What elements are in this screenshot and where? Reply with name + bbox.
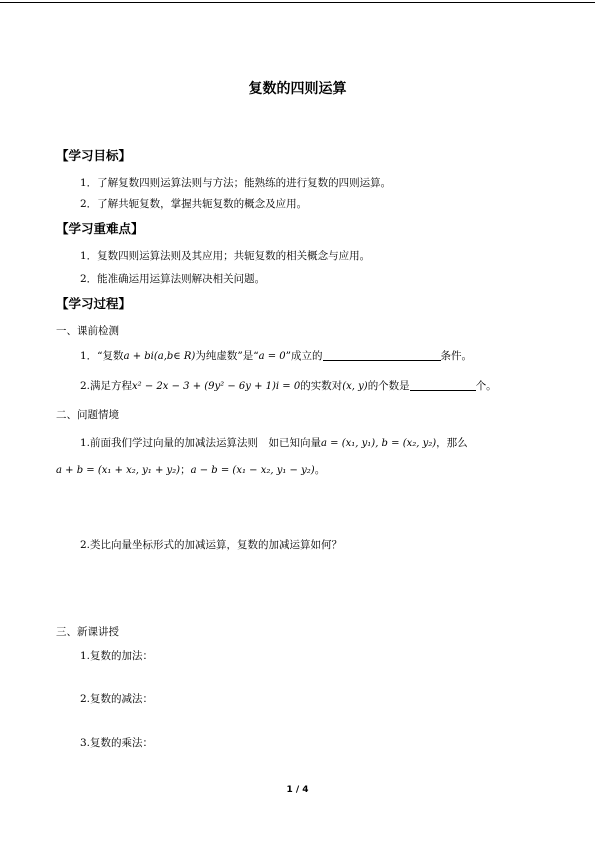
situation-question-2: 2.类比向量坐标形式的加减运算，复数的加减运算如何？ <box>80 539 343 551</box>
lesson-item-addition: 1.复数的加法： <box>80 650 154 662</box>
lesson-item-multiplication: 3.复数的乘法： <box>80 737 154 749</box>
q2-prefix: 2.满足方程 <box>80 380 133 392</box>
q1-end: 条件。 <box>440 350 473 362</box>
page-title: 复数的四则运算 <box>248 81 347 97</box>
q1-math-condition: a = 0 <box>258 351 286 362</box>
q2-math-equation: x² − 2x − 3 + (9y² − 6y + 1)i = 0 <box>132 381 301 392</box>
vector-sum-math: a + b = (x₁ + x₂, y₁ + y₂) <box>56 465 181 476</box>
vector-end: 。 <box>314 464 326 476</box>
key-point-item-2: 2．能准确运用运算法则解决相关问题。 <box>80 273 266 285</box>
q2-math-pair: (x, y) <box>342 381 368 392</box>
q1-middle: 为纯虚数”是“ <box>195 350 259 362</box>
process-heading: 【学习过程】 <box>56 296 132 311</box>
q1-answer-blank[interactable] <box>323 349 441 361</box>
q1-prefix: 1．“复数 <box>80 350 124 362</box>
q2-suffix: 的个数是 <box>367 380 410 392</box>
q1-suffix: ”成立的 <box>285 350 323 362</box>
situation-question-1-line-2 <box>56 462 325 477</box>
section-1-label: 一、课前检测 <box>56 325 119 337</box>
vector-difference-math: a − b = (x₁ − x₂, y₁ − y₂) <box>190 465 315 476</box>
header-rule <box>0 2 595 3</box>
page-number: 1 / 4 <box>286 785 309 795</box>
pre-test-question-1 <box>80 348 472 363</box>
goal-item-1: 1．了解复数四则运算法则与方法；能熟练的进行复数的四则运算。 <box>80 177 392 189</box>
situation-q1-suffix: ，那么 <box>436 437 468 449</box>
key-points-heading: 【学习重难点】 <box>56 221 144 236</box>
goal-item-2: 2．了解共轭复数，掌握共轭复数的概念及应用。 <box>80 198 308 210</box>
section-2-label: 二、问题情境 <box>56 409 119 421</box>
situation-question-1-line-1 <box>80 435 468 450</box>
goals-heading: 【学习目标】 <box>56 148 132 163</box>
pre-test-question-2 <box>80 378 497 393</box>
lesson-item-subtraction: 2.复数的减法： <box>80 693 154 705</box>
section-3-label: 三、新课讲授 <box>56 626 119 638</box>
situation-q1-prefix: 1.前面我们学过向量的加减法运算法则 如已知向量 <box>80 437 322 449</box>
key-point-item-1: 1．复数四则运算法则及其应用；共轭复数的相关概念与应用。 <box>80 250 371 262</box>
vector-separator: ； <box>180 464 191 476</box>
q1-math-complex: a + bi(a,b∈ R) <box>123 351 196 362</box>
q2-end: 个。 <box>475 380 497 392</box>
q2-answer-blank[interactable] <box>410 379 476 391</box>
q2-middle: 的实数对 <box>300 380 343 392</box>
vector-definition-math: a = (x₁, y₁), b = (x₂, y₂) <box>321 438 437 449</box>
